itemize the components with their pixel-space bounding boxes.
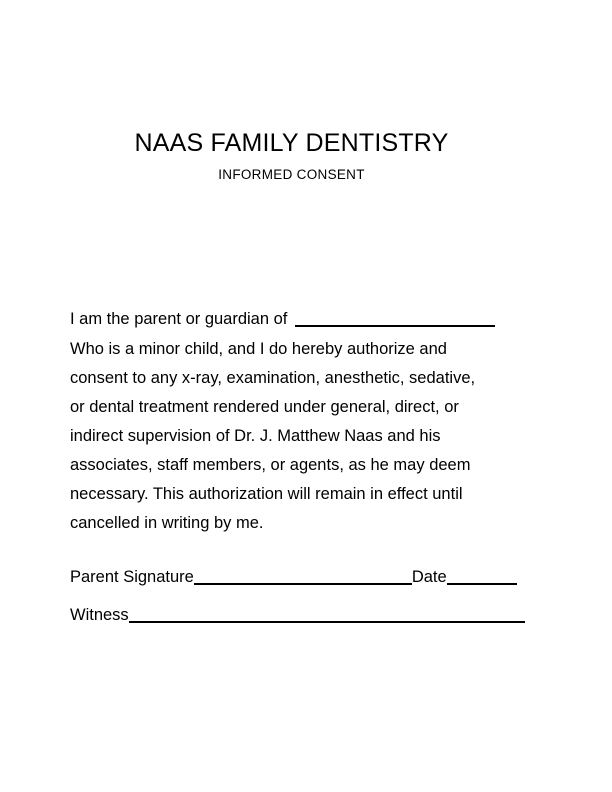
consent-paragraph-line: consent to any x-ray, examination, anesthetic, sedative, xyxy=(70,369,476,387)
guardian-line-label: I am the parent or guardian of xyxy=(70,310,288,328)
parent-signature-label: Parent Signature xyxy=(70,568,194,586)
consent-paragraph-line: indirect supervision of Dr. J. Matthew Naas and his xyxy=(70,427,441,445)
guardian-name-blank[interactable] xyxy=(295,325,495,327)
parent-signature-row xyxy=(70,563,540,592)
consent-paragraph xyxy=(70,335,540,538)
date-blank[interactable] xyxy=(447,583,517,585)
witness-label: Witness xyxy=(70,606,129,624)
page-title: NAAS FAMILY DENTISTRY xyxy=(134,129,449,157)
document-body xyxy=(70,305,540,538)
date-label: Date xyxy=(411,568,447,586)
page-subtitle: INFORMED CONSENT xyxy=(218,167,365,182)
parent-signature-blank[interactable] xyxy=(194,583,412,585)
witness-signature-blank[interactable] xyxy=(129,621,525,623)
consent-paragraph-line: associates, staff members, or agents, as he may deem xyxy=(70,456,471,474)
consent-paragraph-line: necessary. This authorization will remain in effect until xyxy=(70,485,463,503)
guardian-line xyxy=(70,305,540,334)
signature-block xyxy=(70,563,540,630)
witness-row xyxy=(70,601,540,630)
consent-paragraph-line: or dental treatment rendered under general, direct, or xyxy=(70,398,459,416)
consent-paragraph-line: cancelled in writing by me. xyxy=(70,514,264,532)
document-header xyxy=(0,128,583,184)
consent-paragraph-line: Who is a minor child, and I do hereby authorize and xyxy=(70,340,447,358)
